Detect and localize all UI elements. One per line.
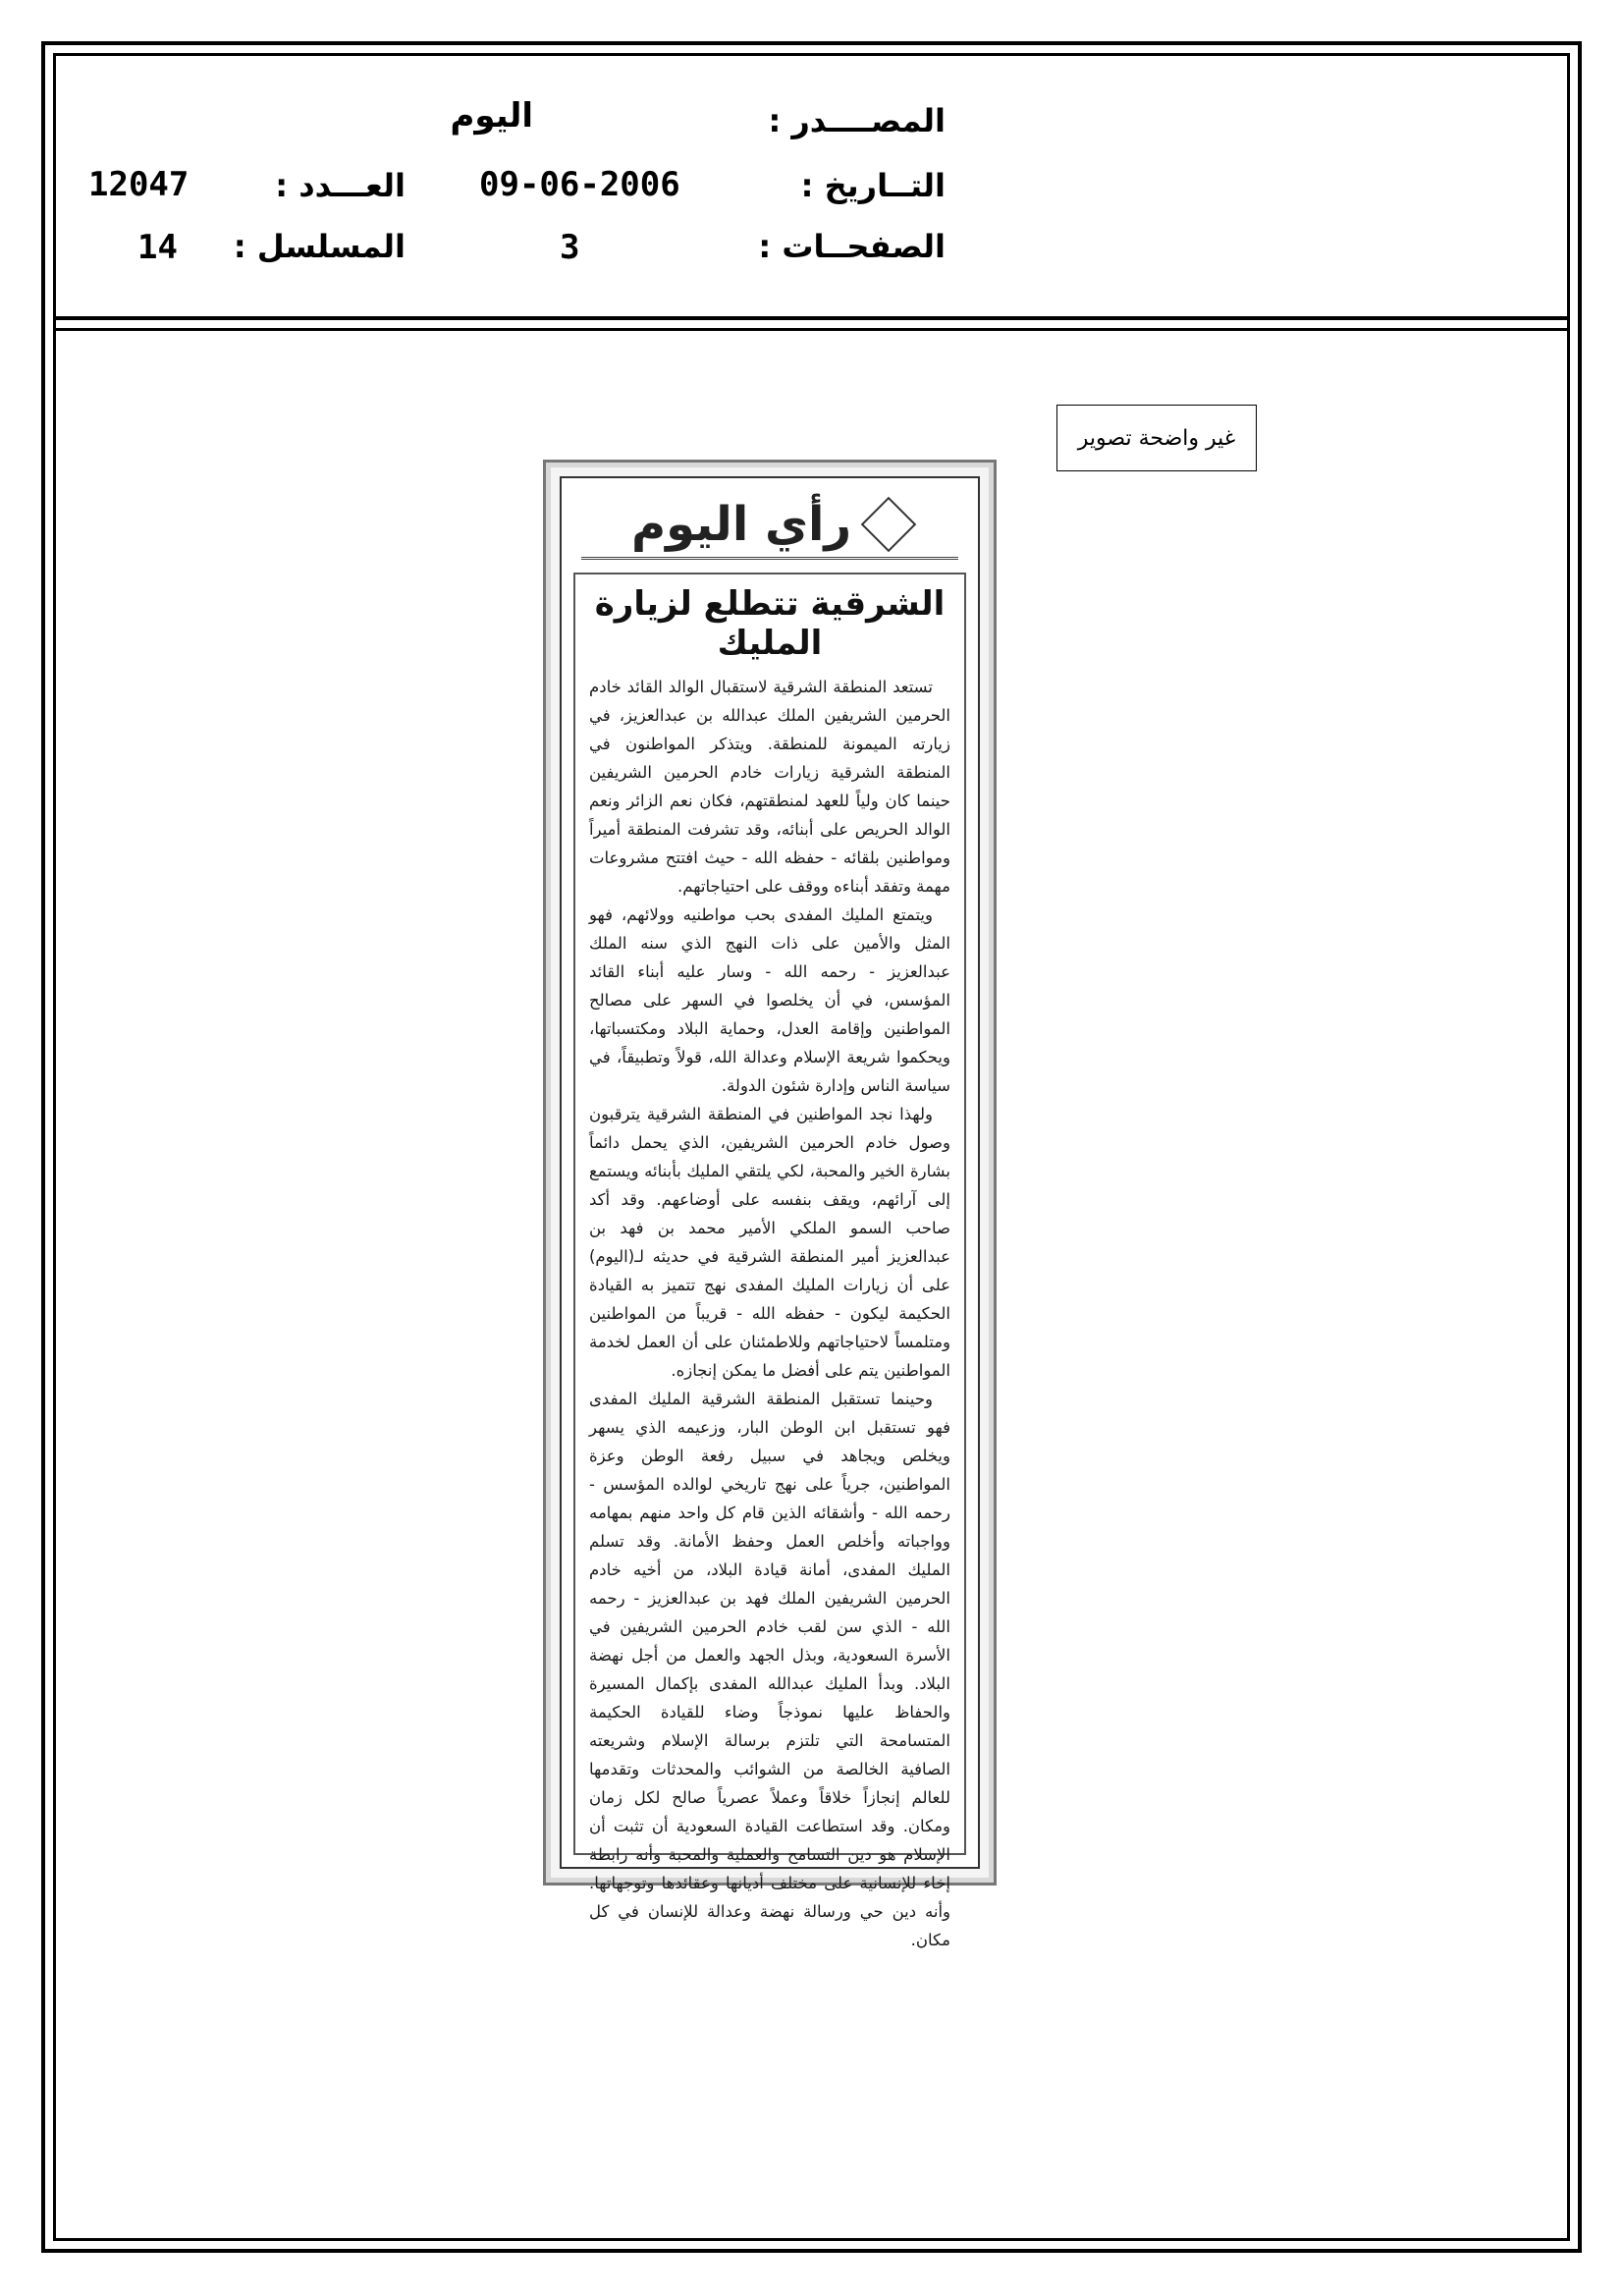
clipping-border: [560, 476, 980, 1949]
source-label: المصــــدر :: [768, 102, 946, 139]
masthead: [581, 492, 958, 560]
quality-note-box: [1056, 405, 1257, 471]
masthead-title: رأي اليوم: [630, 497, 852, 552]
article-paragraph: تستعد المنطقة الشرقية لاستقبال الوالد القائد خادم الحرمين الشريفين الملك عبدالله بن عبدالعزيز، في زيارته الميمونة للمنطقة. ويتذكر المواطنون في المنطقة الشرقية زيارات خادم الحرمين الشريفين حينما كان ولياً للعهد لمنطقتهم، فكان نعم الزائر ونعم الوالد الحريص على أبنائه، وقد تشرفت المنطقة أميراً ومواطنين بلقائه - حفظه الله - حيث افتتح مشروعات مهمة وتفقد أبناءه ووقف على احتياجاتهم.: [589, 678, 950, 896]
header-divider-double: [53, 328, 1570, 331]
article-body: [589, 673, 950, 1954]
pages-label: الصفحــات :: [758, 228, 946, 265]
article-paragraph: ولهذا نجد المواطنين في المنطقة الشرقية يترقبون وصول خادم الحرمين الشريفين، الذي يحمل دائماً بشارة الخير والمحبة، لكي يلتقي المليك بأبنائه ويستمع إلى آرائهم، ويقف بنفسه على أوضاعهم. وقد أكد صاحب السمو الملكي الأمير محمد بن فهد بن عبدالعزيز أمير المنطقة الشرقية في حديثه لـ(اليوم) على أن زيارات المليك المفدى نهج تتميز به القيادة الحكيمة ليكون - حفظه الله - قريباً من المواطنين ومتلمساً لاحتياجاتهم وللاطمئنان على أن العمل لخدمة المواطنين يتم على أفضل ما يمكن إنجازه.: [589, 1105, 950, 1380]
quality-note-text: غير واضحة تصوير: [1077, 425, 1236, 451]
pages-value: 3: [560, 228, 580, 267]
article-paragraph: ويتمتع المليك المفدى بحب مواطنيه وولائهم، فهو المثل والأمين على ذات النهج الذي سنه الملك عبدالعزيز - رحمه الله - وسار عليه أبناء القائد المؤسس، في أن يخلصوا في السهر على مصالح المواطنين وإقامة العدل، وحماية البلاد ومكتسباتها، ويحكموا شريعة الإسلام وعدالة الله، قولاً وتطبيقاً، في سياسة الناس وإدارة شئون الدولة.: [589, 905, 950, 1095]
issue-value: 12047: [88, 165, 189, 204]
article-title: الشرقية تتطلع لزيارة المليك: [594, 584, 946, 663]
newspaper-logo-icon: [861, 497, 917, 553]
article-paragraph: وحينما تستقبل المنطقة الشرقية المليك المفدى فهو تستقبل ابن الوطن البار، وزعيمه الذي يسهر ويخلص ويجاهد في سبيل رفعة الوطن وعزة المواطنين، جرياً على نهج تاريخي لوالده المؤسس - رحمه الله - وأشقائه الذين قام كل واحد منهم بمهامه وواجباته وأخلص العمل وحفظ الأمانة. وقد تسلم المليك المفدى، أمانة قيادة البلاد، من أخيه خادم الحرمين الشريفين الملك فهد بن عبدالعزيز - رحمه الله - الذي سن لقب خادم الحرمين الشريفين في الأسرة السعودية، وبذل الجهد والعمل من أجل نهضة البلاد. وبدأ المليك عبدالله المفدى بإكمال المسيرة والحفاظ عليها نموذجاً وضاء للقيادة الحكيمة المتسامحة التي تلتزم برسالة الإسلام وشريعته الصافية الخالصة من الشوائب والمحدثات وتقدمها للعالم إنجازاً خلاقاً وعملاً عصرياً صالح لكل زمان ومكان. وقد استطاعت القيادة السعودية أن تثبت أن الإسلام هو دين التسامح والعملية والمحبة وأنه رابطة إخاء للإنسانية على مختلف أديانها وعقائدها وتوجهاتها. وأنه دين حي ورسالة نهضة وعدالة للإنسان في كل مكان.: [589, 1390, 950, 1949]
source-value: اليوم: [450, 96, 533, 136]
issue-label: العـــدد :: [275, 167, 406, 204]
newspaper-clipping: [543, 460, 997, 1949]
serial-label: المسلسل :: [233, 228, 406, 265]
date-value: 09-06-2006: [479, 165, 680, 204]
date-label: التــاريخ :: [800, 167, 946, 204]
serial-value: 14: [137, 228, 178, 267]
header-divider: [53, 316, 1570, 320]
article-box: [573, 573, 966, 1949]
